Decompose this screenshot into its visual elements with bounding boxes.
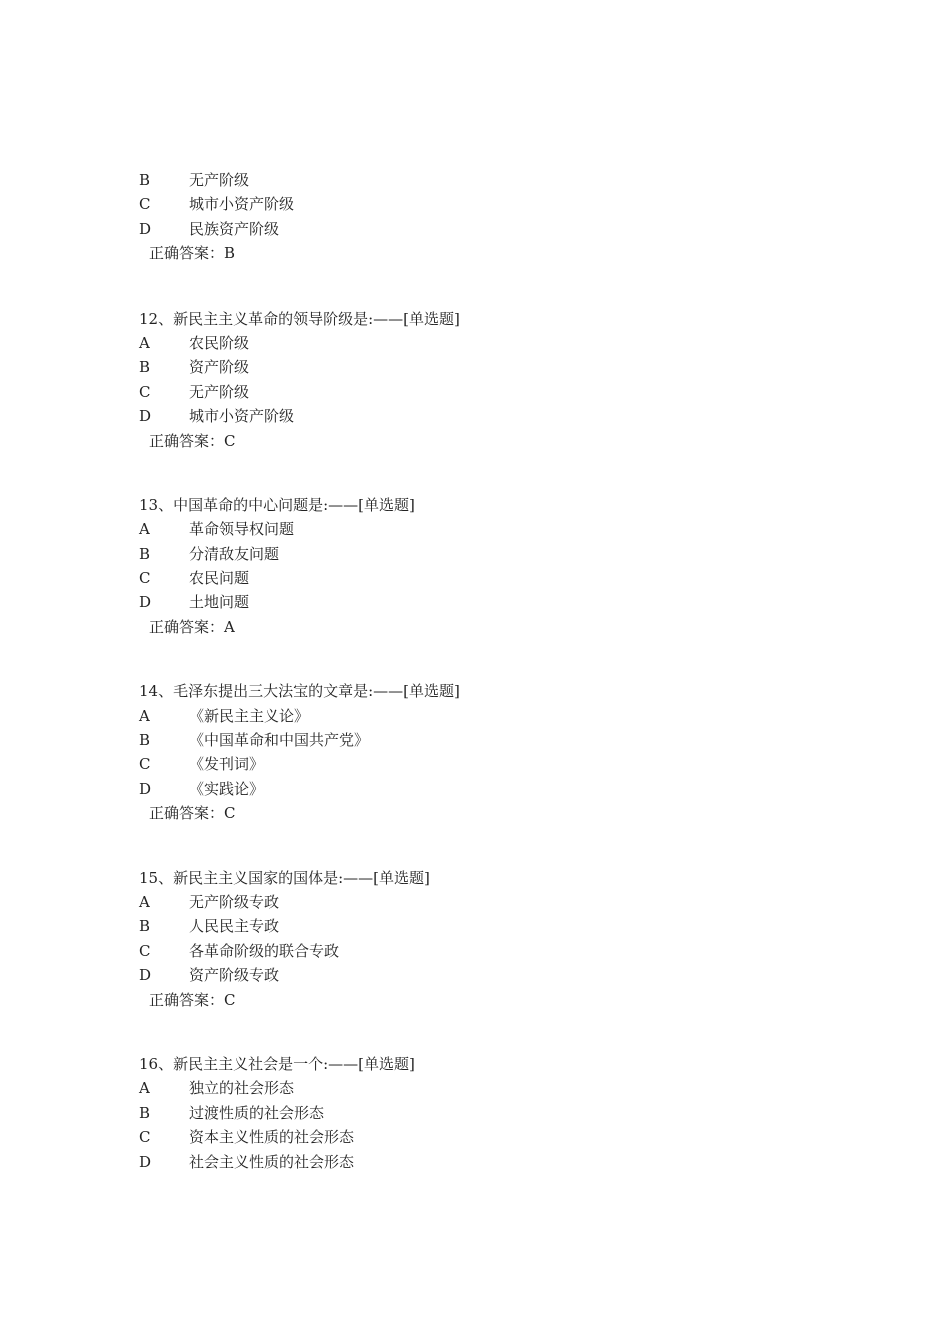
option-letter: A — [139, 892, 150, 911]
option-row — [139, 963, 839, 987]
option-row — [139, 914, 839, 938]
option-row — [139, 542, 839, 566]
option-row — [139, 192, 839, 216]
option-text: 分清敌友问题 — [189, 544, 280, 563]
option-letter: C — [139, 382, 151, 401]
option-text: 《发刊词》 — [189, 755, 265, 774]
answer-label: 正确答案： — [149, 804, 225, 823]
option-row — [139, 890, 839, 914]
option-letter: B — [139, 917, 151, 936]
option-text: 社会主义性质的社会形态 — [189, 1152, 355, 1171]
option-letter: A — [139, 706, 150, 725]
question-11-fragment — [139, 168, 839, 266]
option-letter: C — [139, 755, 151, 774]
option-letter: B — [139, 1103, 151, 1122]
option-letter: B — [139, 544, 151, 563]
option-text: 独立的社会形态 — [189, 1079, 295, 1098]
answer-value: B — [224, 244, 236, 263]
option-row — [139, 566, 839, 590]
option-letter: D — [139, 219, 152, 238]
option-row — [139, 777, 839, 801]
option-text: 各革命阶级的联合专政 — [189, 941, 340, 960]
option-letter: C — [139, 941, 151, 960]
answer-value: A — [224, 617, 235, 636]
document-page — [139, 168, 839, 1214]
answer-label: 正确答案： — [149, 617, 225, 636]
option-text: 无产阶级 — [189, 382, 250, 401]
option-row — [139, 939, 839, 963]
option-letter: B — [139, 358, 151, 377]
answer-value: C — [224, 431, 236, 450]
option-row — [139, 1125, 839, 1149]
answer-label: 正确答案： — [149, 244, 225, 263]
option-text: 《新民主主义论》 — [189, 706, 310, 725]
option-text: 农民问题 — [189, 569, 250, 588]
option-letter: D — [139, 966, 152, 985]
answer-row — [139, 988, 839, 1012]
option-text: 人民民主专政 — [189, 917, 280, 936]
question-stem: 14、毛泽东提出三大法宝的文章是:——[单选题] — [139, 682, 460, 701]
option-row — [139, 168, 839, 192]
option-text: 城市小资产阶级 — [189, 195, 295, 214]
option-letter: D — [139, 779, 152, 798]
option-text: 过渡性质的社会形态 — [189, 1103, 325, 1122]
option-row — [139, 380, 839, 404]
option-letter: B — [139, 731, 151, 750]
question-stem: 16、新民主主义社会是一个:——[单选题] — [139, 1054, 415, 1073]
option-row — [139, 404, 839, 428]
option-text: 土地问题 — [189, 593, 250, 612]
option-letter: D — [139, 1152, 152, 1171]
option-text: 农民阶级 — [189, 333, 250, 352]
option-text: 资产阶级专政 — [189, 966, 280, 985]
option-row — [139, 590, 839, 614]
question-stem: 15、新民主主义国家的国体是:——[单选题] — [139, 868, 430, 887]
option-text: 城市小资产阶级 — [189, 407, 295, 426]
option-letter: C — [139, 569, 151, 588]
answer-label: 正确答案： — [149, 990, 225, 1009]
question-16 — [139, 1052, 839, 1174]
option-row — [139, 355, 839, 379]
question-15 — [139, 866, 839, 1012]
answer-row — [139, 801, 839, 825]
option-text: 资本主义性质的社会形态 — [189, 1128, 355, 1147]
option-letter: C — [139, 1128, 151, 1147]
answer-row — [139, 241, 839, 265]
option-letter: D — [139, 407, 152, 426]
option-text: 《中国革命和中国共产党》 — [189, 731, 370, 750]
option-row — [139, 1150, 839, 1174]
option-row — [139, 752, 839, 776]
answer-row — [139, 429, 839, 453]
option-row — [139, 704, 839, 728]
question-12 — [139, 307, 839, 453]
option-letter: A — [139, 333, 150, 352]
option-text: 无产阶级 — [189, 171, 250, 189]
question-stem: 12、新民主主义革命的领导阶级是:——[单选题] — [139, 309, 460, 328]
question-14 — [139, 679, 839, 825]
option-row — [139, 1076, 839, 1100]
option-text: 资产阶级 — [189, 358, 250, 377]
answer-value: C — [224, 804, 236, 823]
option-letter: A — [139, 1079, 150, 1098]
option-text: 民族资产阶级 — [189, 219, 280, 238]
option-letter: B — [139, 171, 151, 189]
option-row — [139, 217, 839, 241]
answer-row — [139, 615, 839, 639]
option-letter: A — [139, 520, 150, 539]
option-text: 《实践论》 — [189, 779, 265, 798]
answer-label: 正确答案： — [149, 431, 225, 450]
option-row — [139, 728, 839, 752]
option-text: 无产阶级专政 — [189, 892, 280, 911]
option-row — [139, 517, 839, 541]
option-row — [139, 331, 839, 355]
option-letter: D — [139, 593, 152, 612]
option-letter: C — [139, 195, 151, 214]
option-row — [139, 1101, 839, 1125]
answer-value: C — [224, 990, 236, 1009]
question-stem: 13、中国革命的中心问题是:——[单选题] — [139, 495, 415, 514]
question-13 — [139, 493, 839, 639]
option-text: 革命领导权问题 — [189, 520, 295, 539]
